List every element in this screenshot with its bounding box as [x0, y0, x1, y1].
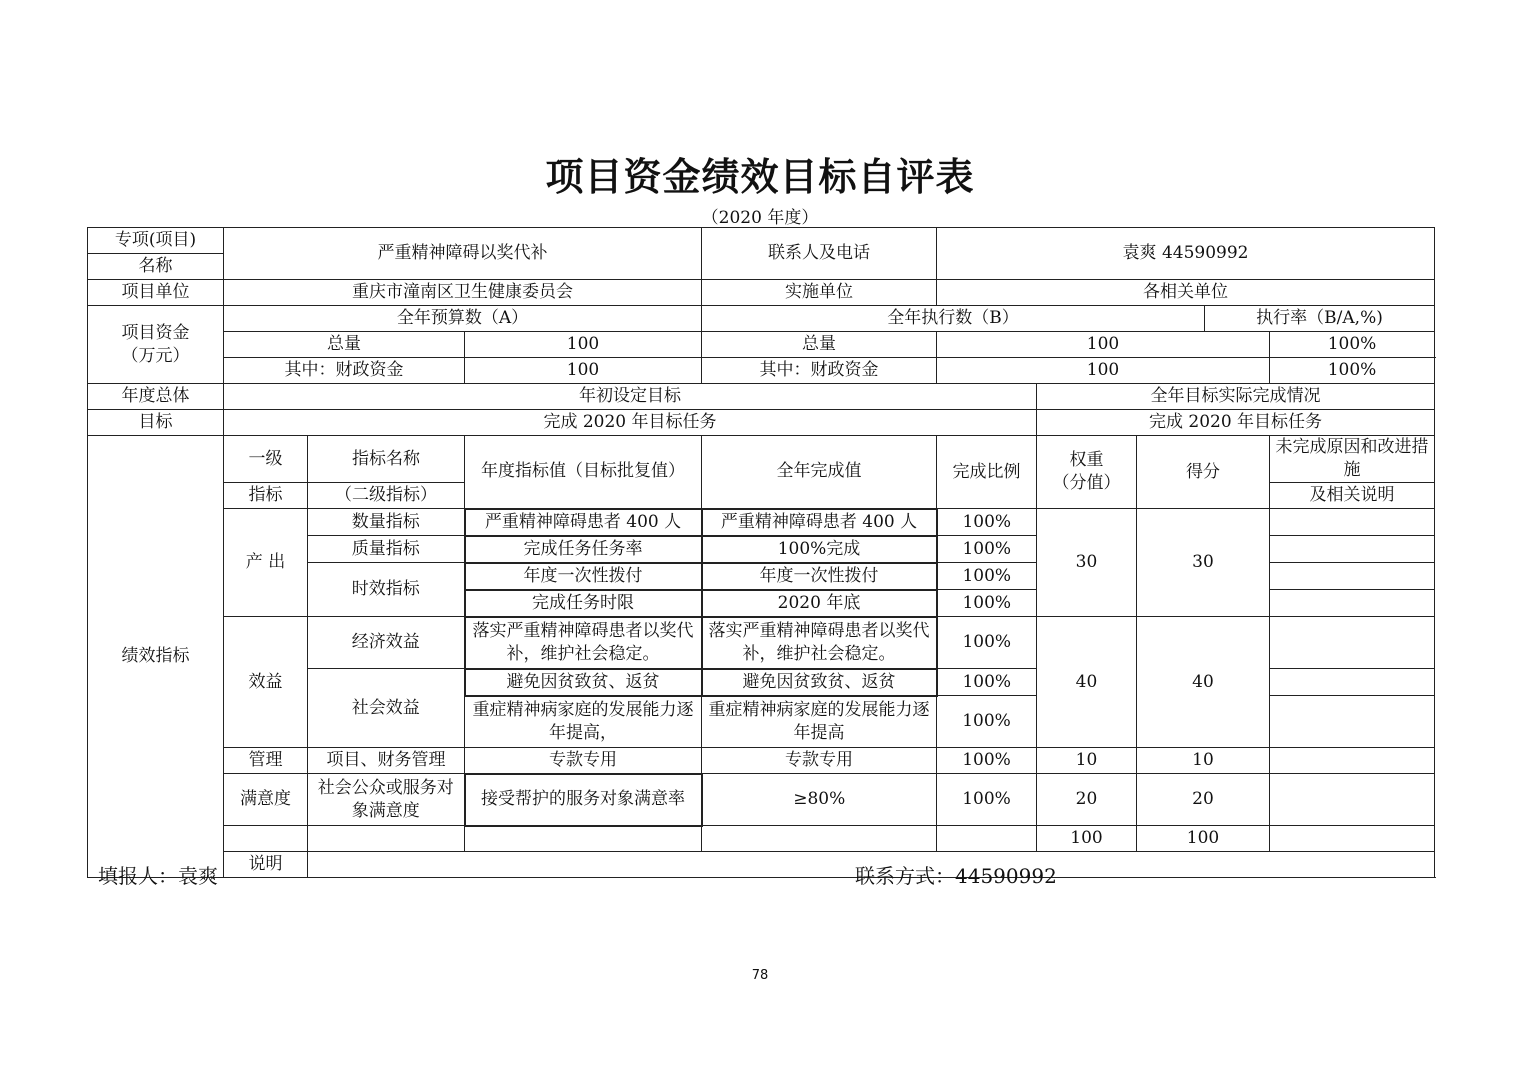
impl-value: 各相关单位: [937, 280, 1435, 306]
row-actual: 年度一次性拨付: [702, 563, 937, 590]
total-blank: [308, 826, 465, 852]
hdr-reason-a: 未完成原因和改进措施: [1270, 436, 1435, 483]
hdr-name-a: 指标名称: [308, 436, 465, 483]
row-ratio: 100%: [937, 563, 1037, 590]
contact-label: 联系人及电话: [702, 228, 937, 280]
funds-label-2: （万元）: [121, 345, 190, 366]
hdr-full-year: 全年完成值: [702, 436, 937, 509]
hdr-ratio: 完成比例: [937, 436, 1037, 509]
row-actual: 2020 年底: [702, 590, 937, 617]
row-reason: [1270, 536, 1435, 563]
row-ratio: 100%: [937, 696, 1037, 748]
goal-actual-value: 完成 2020 年目标任务: [1037, 410, 1435, 436]
satisfaction-weight: 20: [1037, 774, 1137, 826]
fiscal-exec: 100: [937, 358, 1270, 384]
row-reason: [1270, 590, 1435, 617]
page-number: 78: [751, 968, 769, 983]
row-target: 落实严重精神障碍患者以奖代补，维护社会稳定。: [465, 617, 702, 669]
hdr-level1-b: 指标: [224, 483, 308, 509]
row-name: 时效指标: [308, 563, 465, 617]
benefit-weight: 40: [1037, 617, 1137, 748]
row-reason: [1270, 563, 1435, 590]
row-reason: [1270, 509, 1435, 536]
total-blank: [224, 826, 308, 852]
rate-header: 执行率（B/A,%): [1205, 306, 1435, 332]
total-blank: [465, 826, 702, 852]
total-score: 100: [1137, 826, 1270, 852]
row-reason: [1270, 617, 1435, 669]
goal-label-2: 目标: [88, 410, 224, 436]
note-label: 说明: [224, 852, 308, 878]
row-name: 经济效益: [308, 617, 465, 669]
benefit-score: 40: [1137, 617, 1270, 748]
hdr-level1-a: 一级: [224, 436, 308, 483]
hdr-name-b: （二级指标）: [308, 483, 465, 509]
goal-label-1: 年度总体: [88, 384, 224, 410]
exec-header: 全年执行数（B）: [702, 306, 1205, 332]
row-target: 完成任务任务率: [465, 536, 702, 563]
total-budget: 100: [465, 332, 702, 358]
row-actual: 落实严重精神障碍患者以奖代补，维护社会稳定。: [702, 617, 937, 669]
row-reason: [1270, 696, 1435, 748]
goal-initial-value: 完成 2020 年目标任务: [224, 410, 1037, 436]
row-ratio: 100%: [937, 774, 1037, 826]
row-reason: [1270, 669, 1435, 696]
performance-table: [87, 227, 1435, 878]
project-name-label-2: 名称: [88, 254, 224, 280]
satisfaction-score: 20: [1137, 774, 1270, 826]
budget-header: 全年预算数（A）: [224, 306, 702, 332]
row-target: 严重精神障碍患者 400 人: [465, 509, 702, 536]
row-target: 接受帮护的服务对象满意率: [465, 774, 702, 826]
hdr-weight: [1037, 436, 1137, 509]
row-actual: 严重精神障碍患者 400 人: [702, 509, 937, 536]
row-name: 数量指标: [308, 509, 465, 536]
total-label: 总量: [224, 332, 465, 358]
row-reason: [1270, 774, 1435, 826]
fiscal-budget: 100: [465, 358, 702, 384]
output-weight: 30: [1037, 509, 1137, 617]
output-score: 30: [1137, 509, 1270, 617]
fiscal-exec-label: 其中：财政资金: [702, 358, 937, 384]
row-ratio: 100%: [937, 669, 1037, 696]
hdr-score: 得分: [1137, 436, 1270, 509]
total-exec: 100: [937, 332, 1270, 358]
row-target: 避免因贫致贫、返贫: [465, 669, 702, 696]
row-actual: 专款专用: [702, 748, 937, 774]
impl-label: 实施单位: [702, 280, 937, 306]
hdr-weight-b: （分值）: [1052, 473, 1121, 493]
project-name-label-1: 专项(项目): [88, 228, 224, 254]
hdr-reason-b: 及相关说明: [1270, 483, 1435, 509]
manage-weight: 10: [1037, 748, 1137, 774]
row-actual: ≥80%: [702, 774, 937, 826]
hdr-weight-a: 权重: [1069, 450, 1104, 470]
filler-info: 填报人：袁爽: [98, 864, 218, 888]
funds-label: [88, 306, 224, 384]
row-ratio: 100%: [937, 509, 1037, 536]
fiscal-label: 其中：财政资金: [224, 358, 465, 384]
row-ratio: 100%: [937, 617, 1037, 669]
group-benefit: 效益: [224, 617, 308, 748]
row-reason: [1270, 748, 1435, 774]
row-name: 社会效益: [308, 669, 465, 748]
group-satisfaction: 满意度: [224, 774, 308, 826]
row-target: 重症精神病家庭的发展能力逐年提高，: [465, 696, 702, 748]
row-target: 专款专用: [465, 748, 702, 774]
total-blank: [937, 826, 1037, 852]
page-title: 项目资金绩效目标自评表: [545, 154, 975, 199]
total-rate: 100%: [1270, 332, 1435, 358]
row-ratio: 100%: [937, 590, 1037, 617]
perf-label: 绩效指标: [88, 436, 224, 878]
group-output: 产 出: [224, 509, 308, 617]
row-name: 项目、财务管理: [308, 748, 465, 774]
row-target: 完成任务时限: [465, 590, 702, 617]
row-target: 年度一次性拨付: [465, 563, 702, 590]
row-ratio: 100%: [937, 748, 1037, 774]
unit-label: 项目单位: [88, 280, 224, 306]
goal-actual-header: 全年目标实际完成情况: [1037, 384, 1435, 410]
row-actual: 重症精神病家庭的发展能力逐年提高: [702, 696, 937, 748]
row-actual: 避免因贫致贫、返贫: [702, 669, 937, 696]
group-manage: 管理: [224, 748, 308, 774]
total-weight: 100: [1037, 826, 1137, 852]
row-name: 社会公众或服务对象满意度: [308, 774, 465, 826]
report-year: （2020 年度）: [701, 208, 819, 228]
row-actual: 100%完成: [702, 536, 937, 563]
funds-label-1: 项目资金: [121, 322, 190, 343]
total-blank: [1270, 826, 1435, 852]
goal-initial-header: 年初设定目标: [224, 384, 1037, 410]
unit-value: 重庆市潼南区卫生健康委员会: [224, 280, 702, 306]
hdr-annual-target: 年度指标值（目标批复值）: [465, 436, 702, 509]
fiscal-rate: 100%: [1270, 358, 1435, 384]
contact-value: 袁爽 44590992: [937, 228, 1435, 280]
contact-info: 联系方式：44590992: [855, 864, 1057, 888]
total-exec-label: 总量: [702, 332, 937, 358]
row-ratio: 100%: [937, 536, 1037, 563]
total-blank: [702, 826, 937, 852]
project-name-value: 严重精神障碍以奖代补: [224, 228, 702, 280]
manage-score: 10: [1137, 748, 1270, 774]
row-name: 质量指标: [308, 536, 465, 563]
